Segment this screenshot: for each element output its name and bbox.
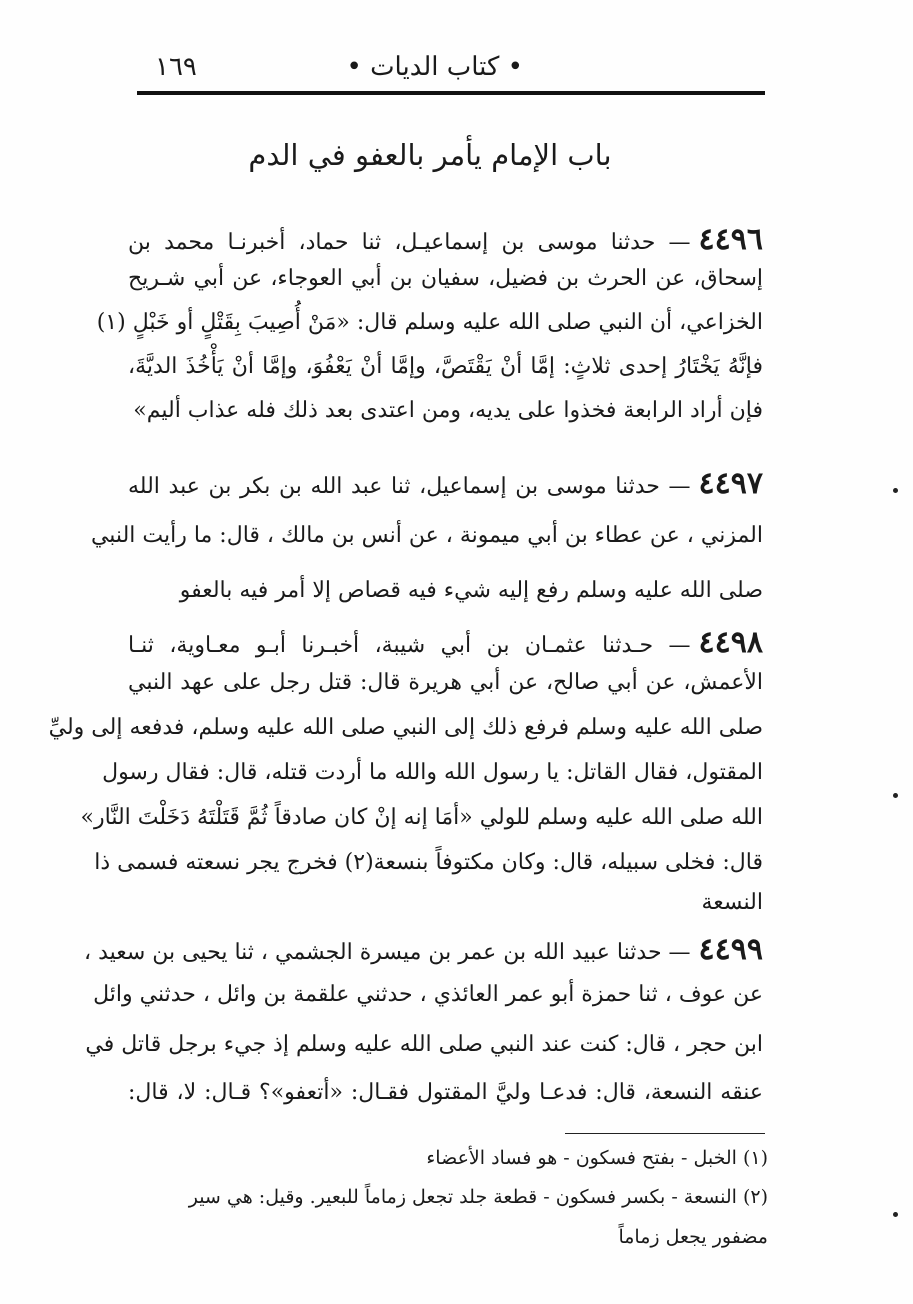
margin-mark: [893, 793, 898, 798]
hadith-line: ابن حجر ، قال: كنت عند النبي صلى الله عليه وسلم إذ جيء برجل قاتل في: [85, 1032, 763, 1057]
header-rule: [137, 91, 765, 95]
hadith-line: — حـدثنا عثمـان بن أبي شيبة، أخبـرنا أبـو معـاوية، ثنـا: [128, 633, 691, 658]
hadith-line: — حدثنا موسى بن إسماعيـل، ثنا حماد، أخبرنـا محمد بن: [128, 230, 691, 255]
hadith-line: قال: فخلى سبيله، قال: وكان مكتوفاً بنسعة(٢) فخرج يجر نسعته فسمى ذا: [94, 850, 763, 875]
hadith-number: ٤٤٩٧: [698, 466, 763, 501]
hadith-line: صلى الله عليه وسلم رفع إليه شيء فيه قصاص إلا أمر فيه بالعفو: [179, 578, 763, 603]
hadith-line: النسعة: [701, 890, 763, 915]
hadith-line: فإن أراد الرابعة فخذوا على يديه، ومن اعتدى بعد ذلك فله عذاب أليم»: [133, 398, 763, 423]
hadith-line: فإنَّهُ يَخْتَارُ إحدى ثلاثٍ: إمَّا أنْ يَقْتَصَّ، وإمَّا أنْ يَعْفُوَ، وإمَّا أنْ يَأْخُذَ الديَّةَ،: [128, 354, 763, 379]
hadith-line: — حدثنا عبيد الله بن عمر بن ميسرة الجشمي ، ثنا يحيى بن سعيد ،: [83, 940, 691, 965]
hadith-line: المقتول، فقال القاتل: يا رسول الله والله ما أردت قتله، قال: فقال رسول: [102, 760, 763, 785]
hadith-line: صلى الله عليه وسلم فرفع ذلك إلى النبي صلى الله عليه وسلم، فدفعه إلى وليِّ: [48, 715, 763, 740]
page-number: ١٦٩: [155, 52, 197, 82]
hadith-number: ٤٤٩٦: [698, 222, 763, 257]
hadith-line: عن عوف ، ثنا حمزة أبو عمر العائذي ، حدثني علقمة بن وائل ، حدثني وائل: [93, 982, 763, 1007]
hadith-number: ٤٤٩٨: [698, 625, 763, 660]
margin-mark: [893, 488, 898, 493]
hadith-number: ٤٤٩٩: [698, 932, 763, 967]
chapter-title: باب الإمام يأمر بالعفو في الدم: [248, 138, 612, 172]
hadith-line: — حدثنا موسى بن إسماعيل، ثنا عبد الله بن بكر بن عبد الله: [128, 474, 691, 499]
margin-mark: [893, 1212, 898, 1217]
hadith-line: الله صلى الله عليه وسلم للولي «أمَا إنه إنْ كان صادقاً ثُمَّ قَتَلْتَهُ دَخَلْتَ النَّار»: [80, 805, 763, 830]
footnote-rule: [565, 1133, 765, 1134]
hadith-line: إسحاق، عن الحرث بن فضيل، سفيان بن أبي العوجاء، عن أبي شـريح: [128, 266, 763, 291]
footnote-2: (٢) النسعة - بكسر فسكون - قطعة جلد تجعل زماماً للبعير. وقيل: هي سير: [188, 1186, 768, 1208]
hadith-line: الأعمش، عن أبي صالح، عن أبي هريرة قال: قتل رجل على عهد النبي: [128, 670, 763, 695]
hadith-line: عنقه النسعة، قال: فدعـا وليَّ المقتول فقـال: «أتعفو»؟ قـال: لا، قال:: [128, 1080, 763, 1105]
footnote-1: (١) الخبل - بفتح فسكون - هو فساد الأعضاء: [426, 1147, 768, 1169]
running-header: [130, 52, 773, 86]
footnote-2-continued: مضفور يجعل زماماً: [618, 1226, 768, 1248]
book-section-title: • كتاب الديات •: [346, 52, 523, 82]
hadith-line: الخزاعي، أن النبي صلى الله عليه وسلم قال: «مَنْ أُصِيبَ بِقَتْلٍ أو خَبْلٍ (١): [96, 310, 763, 335]
hadith-line: المزني ، عن عطاء بن أبي ميمونة ، عن أنس بن مالك ، قال: ما رأيت النبي: [90, 523, 763, 548]
